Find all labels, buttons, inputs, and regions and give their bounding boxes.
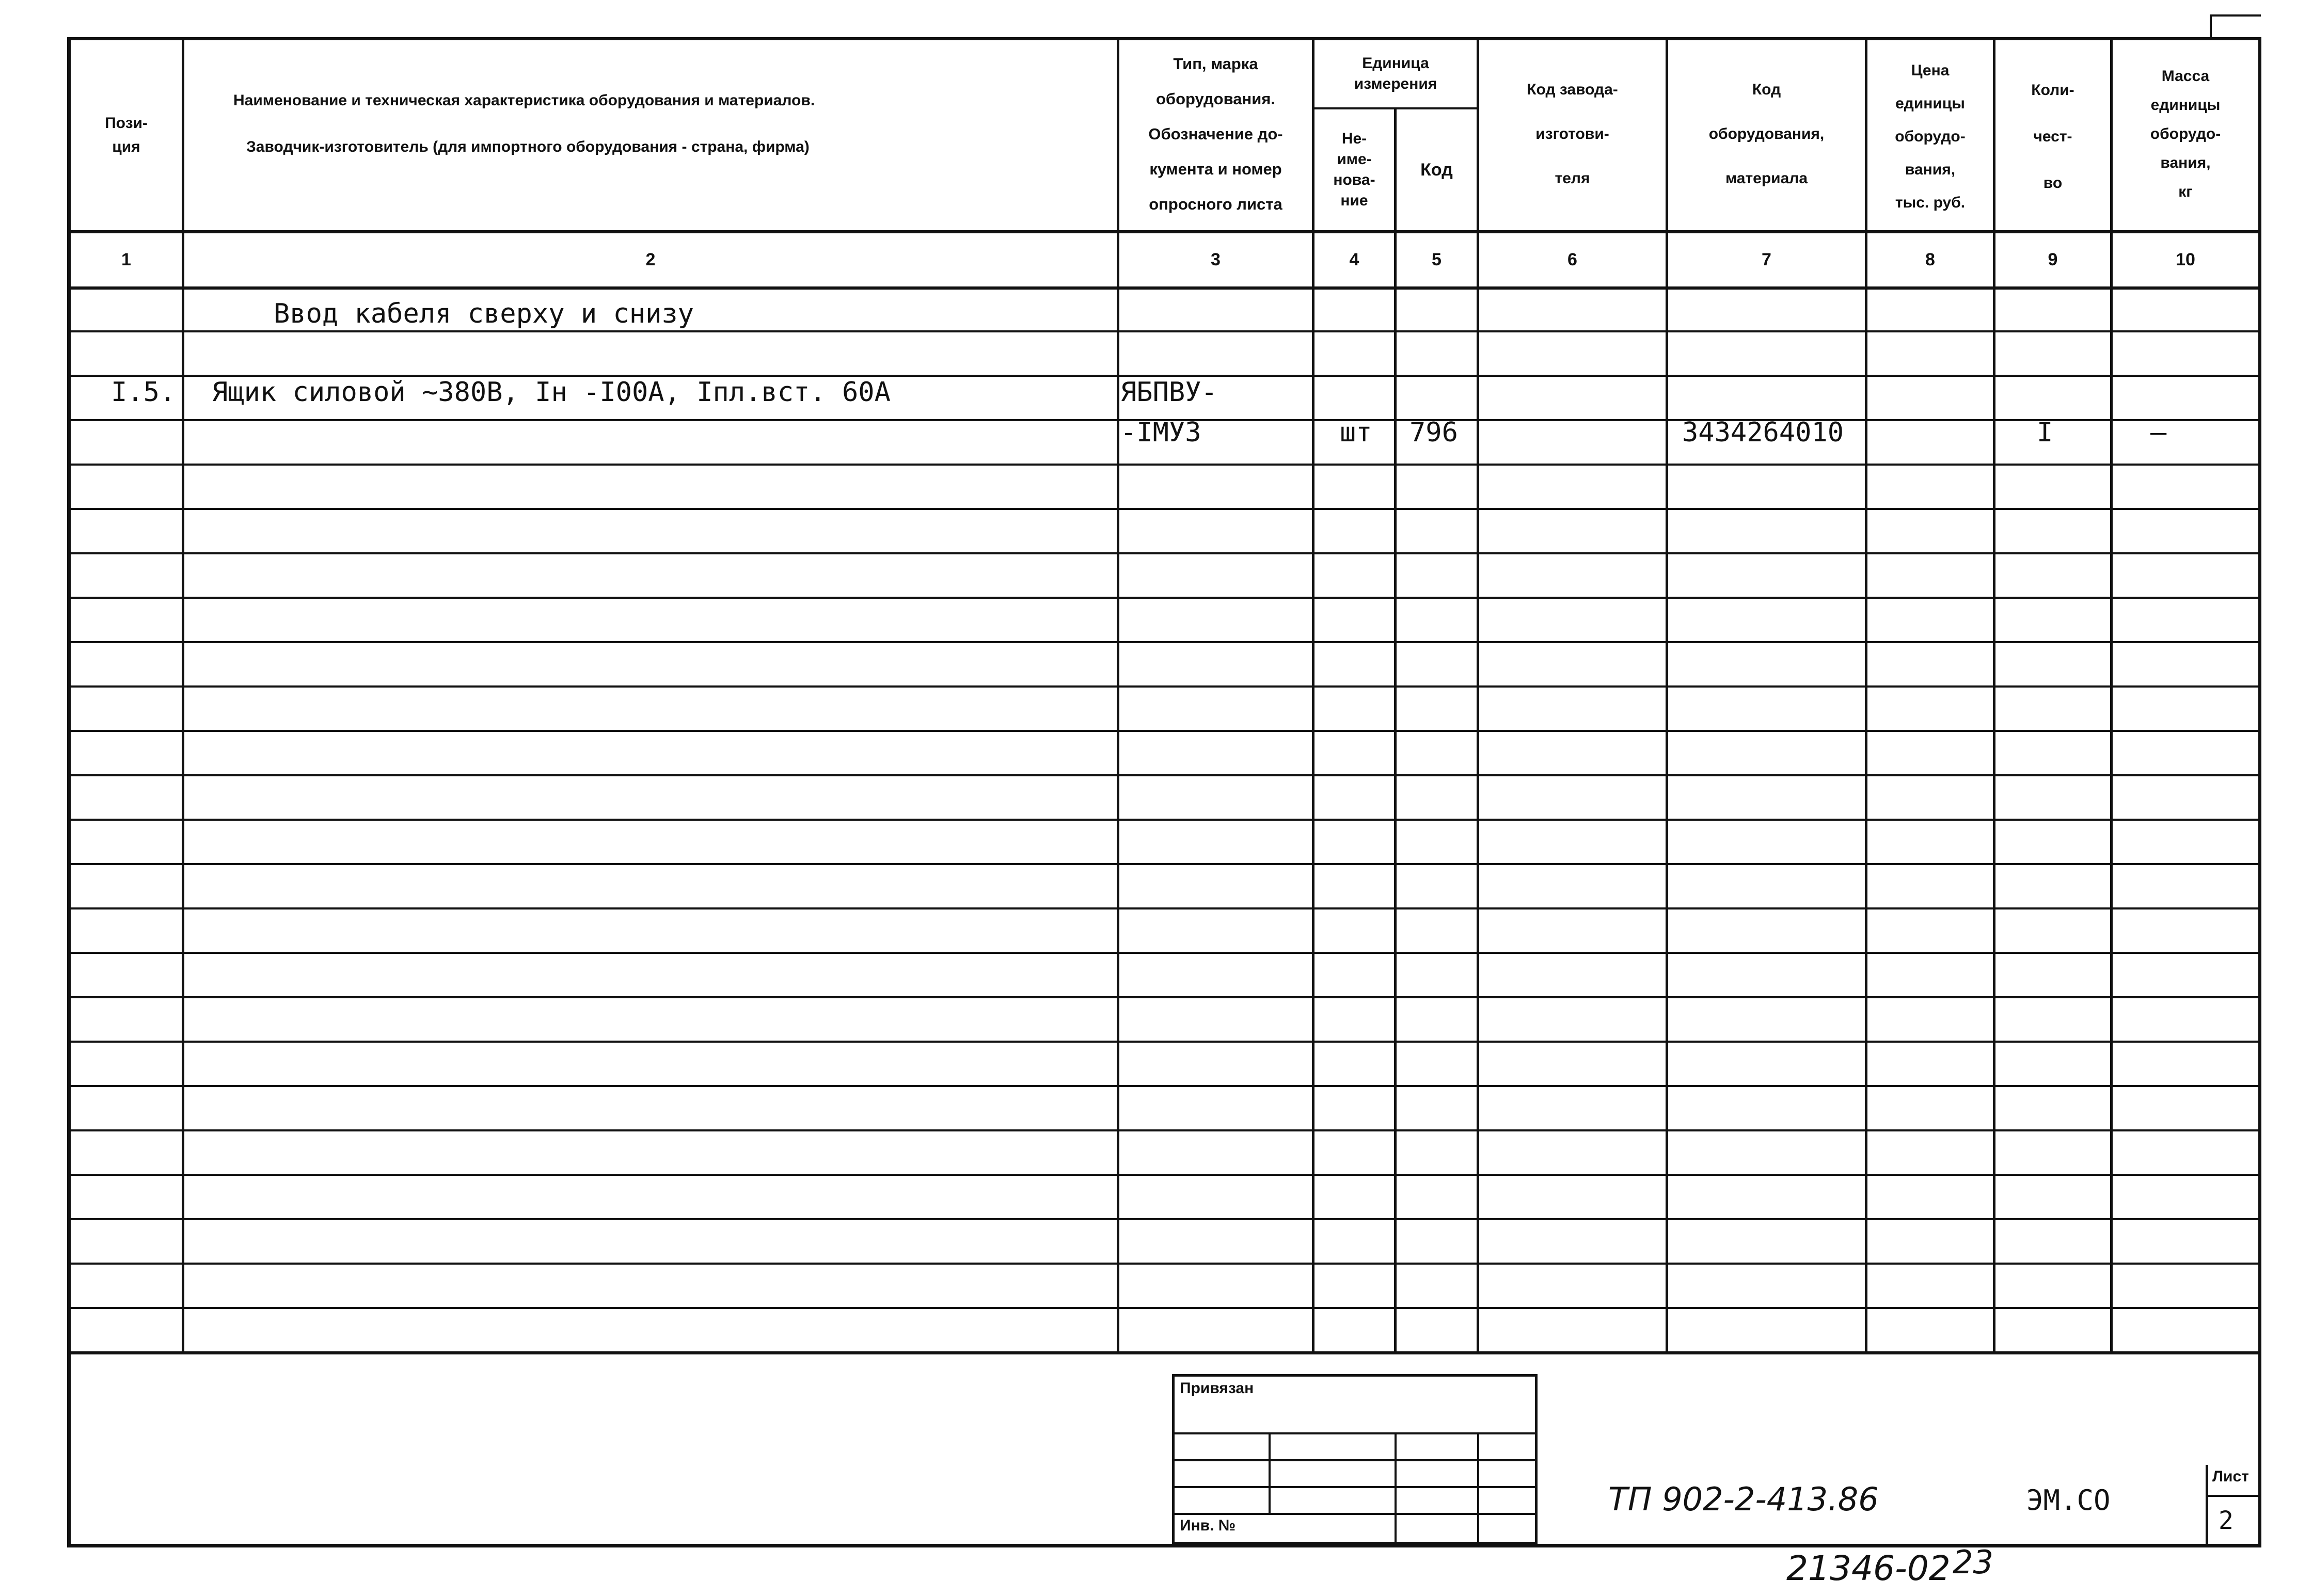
table-row-line	[67, 552, 2261, 554]
header-mass: Масса единицы оборудо- вания, кг	[2150, 68, 2221, 200]
column-number-2: 2	[645, 250, 656, 269]
table-row-line	[67, 685, 2261, 688]
sheet-number: 2	[2219, 1506, 2233, 1535]
document-code: ТП 902-2-413.86	[1608, 1480, 1879, 1518]
header-equipment-code: Код оборудования, материала	[1708, 81, 1825, 187]
header-name-line1: Наименование и техническая характеристика оборудования и материалов.	[233, 92, 815, 109]
header-position: Пози- ция	[105, 115, 148, 155]
table-row-line	[67, 1129, 2261, 1131]
stamp-row-line-1	[1175, 1432, 1535, 1434]
sheet-box	[2206, 1465, 2261, 1547]
column-number-4: 4	[1349, 250, 1359, 269]
table-row-line	[67, 907, 2261, 909]
table-row-line	[67, 952, 2261, 954]
row-position: I.5.	[111, 377, 176, 408]
sheet-label: Лист	[2212, 1468, 2249, 1485]
row-equipment-code: 3434264010	[1682, 417, 1844, 448]
table-row-line	[67, 1263, 2261, 1265]
column-number-1: 1	[121, 250, 131, 269]
table-row-line	[67, 464, 2261, 466]
section-code: ЭМ.СО	[2026, 1484, 2111, 1517]
row-unit-code: 796	[1409, 417, 1458, 448]
stamp-col-line-3	[1477, 1432, 1479, 1546]
attached-label: Привязан	[1180, 1380, 1254, 1397]
table-row-line	[67, 641, 2261, 643]
stamp-row-line-2	[1175, 1459, 1535, 1461]
column-number-10: 10	[2176, 250, 2195, 269]
row-name: Ящик силовой ~380В, Iн -I00А, Iпл.вст. 60А	[212, 377, 891, 408]
row-type-line2: -IМУЗ	[1120, 417, 1201, 448]
table-row-line	[67, 1174, 2261, 1176]
column-number-7: 7	[1762, 250, 1771, 269]
header-name	[184, 40, 1117, 230]
table-row-line	[67, 730, 2261, 732]
table-bottom-line	[67, 1351, 2261, 1354]
header-name-line2: Заводчик-изготовитель (для импортного оборудования - страна, фирма)	[246, 138, 810, 155]
column-number-5: 5	[1432, 250, 1441, 269]
header-quantity: Коли- чест- во	[2031, 82, 2074, 191]
row-type-line1: ЯБПВУ-	[1120, 377, 1217, 408]
stamp-col-line-2	[1395, 1432, 1397, 1546]
sheet-corner-mark	[2210, 14, 2261, 39]
table-row-line	[67, 1085, 2261, 1087]
table-row-line	[67, 1307, 2261, 1309]
column-number-8: 8	[1925, 250, 1935, 269]
header-manufacturer-code: Код завода- изготови- теля	[1527, 81, 1618, 187]
table-row-line	[67, 996, 2261, 998]
sheet-divider	[2208, 1495, 2261, 1497]
table-row-line	[67, 508, 2261, 510]
table-row-line	[67, 863, 2261, 865]
table-row-line	[67, 774, 2261, 776]
header-type: Тип, марка оборудования. Обозначение до- кумента и номер опросного листа	[1148, 55, 1283, 213]
stamp-row-line-4	[1175, 1513, 1535, 1515]
page-number: 23	[1953, 1543, 1993, 1581]
column-number-6: 6	[1567, 250, 1577, 269]
frame-right-border	[2258, 37, 2261, 1547]
table-row-line	[67, 1218, 2261, 1220]
column-number-9: 9	[2048, 250, 2058, 269]
table-row-line	[67, 819, 2261, 821]
table-row-line	[67, 597, 2261, 599]
row-quantity: I	[2037, 417, 2053, 448]
column-number-3: 3	[1211, 250, 1221, 269]
stamp-col-line-1	[1269, 1432, 1271, 1515]
frame-left-border	[67, 37, 71, 1547]
row-mass: –	[2150, 417, 2167, 448]
header-unit-code: Код	[1420, 160, 1453, 180]
stamp-row-line-3	[1175, 1486, 1535, 1488]
row-unit-name: шт	[1340, 417, 1372, 448]
header-price: Цена единицы оборудо- вания, тыс. руб.	[1895, 62, 1966, 211]
archive-number: 21346-02	[1786, 1549, 1951, 1588]
table-row-line	[67, 330, 2261, 332]
table-row-line	[67, 1041, 2261, 1043]
header-unit-name: Не- име- нова- ние	[1333, 130, 1375, 209]
header-unit-group: Единица измерения	[1354, 55, 1437, 92]
section-title: Ввод кабеля сверху и снизу	[274, 298, 694, 329]
frame-bottom-border	[67, 1544, 2261, 1547]
inventory-label: Инв. №	[1180, 1517, 1236, 1534]
numbers-row-bottom-line	[67, 286, 2261, 290]
attachment-stamp	[1172, 1374, 1538, 1544]
